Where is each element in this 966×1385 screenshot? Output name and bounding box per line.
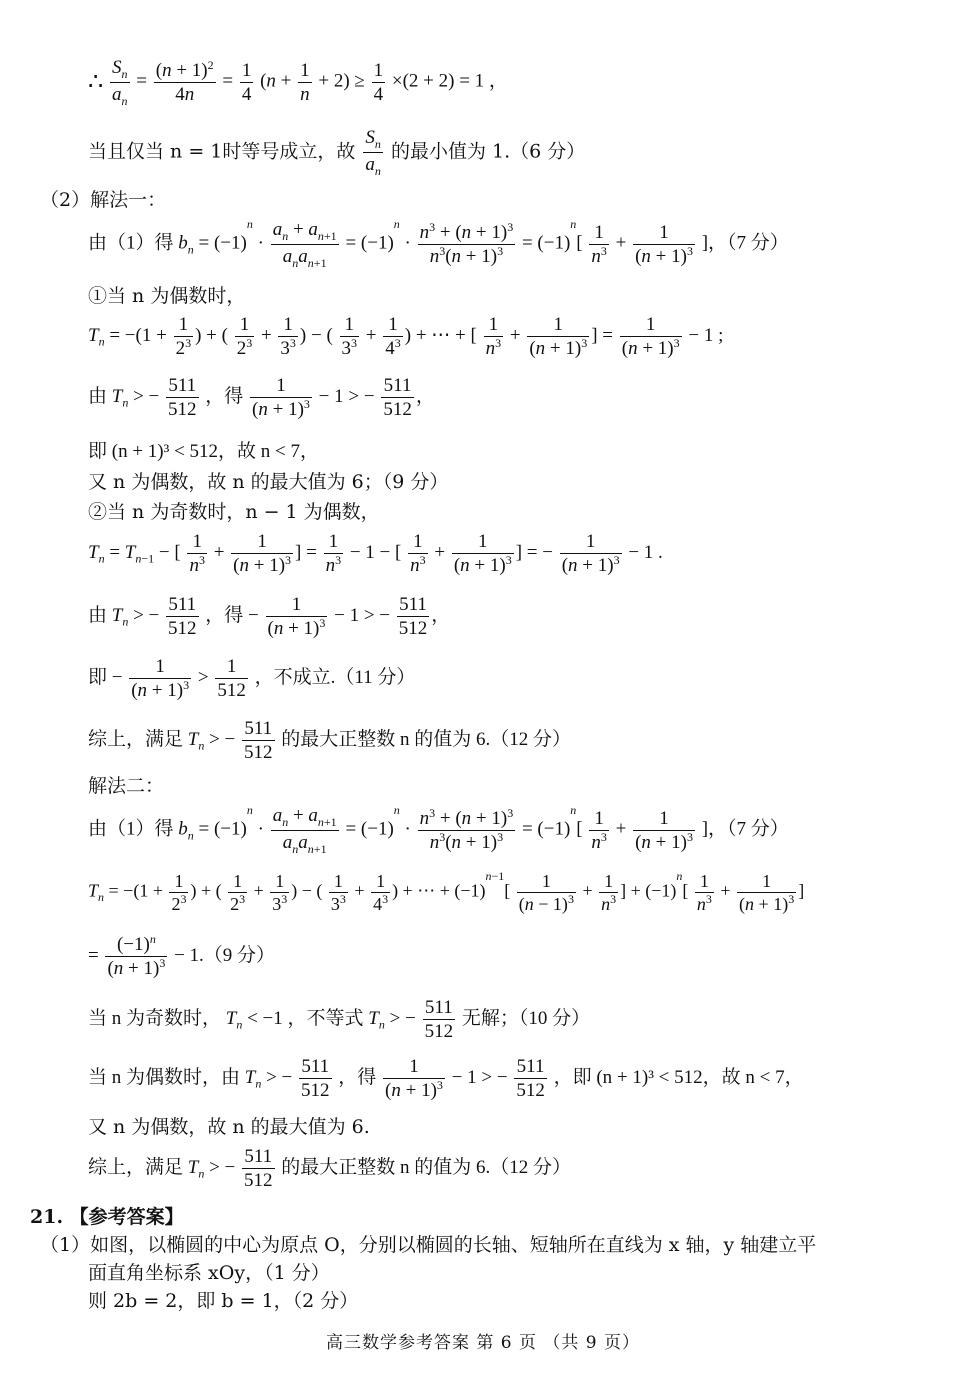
frac: $\frac{1}{2^3}$ [175,314,192,359]
frac: $\frac{1}{3^3}$ [280,314,296,359]
frac-1-n1cube: $\frac{1}{(n + 1)^3}$ [635,221,693,267]
text-segment: 由（1）得 [88,232,174,254]
text-segment: 的最大正整数 n 的值为 6.（12 分） [281,728,572,750]
frac-an-sum: $\frac{a_n + a_{n+1}}{a_na_{n+1}}$ [272,805,337,856]
text-segment: − 1 > − [318,385,375,407]
text-segment: 的最大正整数 n 的值为 6.（12 分） [281,1156,572,1178]
frac: $\frac{1}{(n + 1)^3}$ [561,531,620,576]
method2-heading: 解法二： [88,775,165,797]
frac: $\frac{1}{n^3}$ [696,871,712,914]
frac-1-n3: $\frac{1}{n^3}$ [591,807,607,853]
eq-line-6: $T_n = -(1$ + $\frac{1}{2^3}$ ) + ( $\frac{1}{2^3}$ + $\frac{1}{3^3}$ ) − ( $\frac{1}{3^3}$ + $\frac{1}{4^3}$ ) + ⋯ + [ $\frac{1}{n^3}$ + $\frac{1}{(n + 1)^3}$ ] = $\frac{1}{(n + 1)^3}$ − 1 ; [88,314,724,359]
frac: $\frac{1}{n^3}$ [601,871,617,914]
text-segment: 当 n 为偶数时，由 [88,1066,241,1088]
eq-line-4: 由（1）得 $b_n = (-1)^n$ · $\frac{a_n + a_{n+1}}{a_na_{n+1}}$ = $(-1)^n$ · $\frac{n^3 + (n + 1)^3}{n^3(n + 1)^3}$ = $(-1)^n$[ $\frac{1}{n^3}$ + $\frac{1}{(n + 1)^3}$ ]，（7 分） [88,217,789,270]
score: ，（7 分） [708,232,789,254]
text-segment: − 1 > − [334,604,391,626]
frac: $\frac{(-1)^n}{(n + 1)^3}$ [107,932,166,979]
case-even: ①当 n 为偶数时， [88,285,246,307]
score: ，（7 分） [708,818,789,840]
text-segment: ，得 [205,385,244,407]
frac-511-512: $\frac{511}{512}$ [383,375,412,420]
frac-511-512: $\frac{511}{512}$ [244,718,273,763]
text-segment: ，即 (n + 1)³ < 512，故 n < 7， [553,1066,804,1088]
frac-511-512: $\frac{511}{512}$ [244,1146,273,1191]
q21-line-2: 面直角坐标系 xOy，（1 分） [88,1262,330,1284]
page-footer: 高三数学参考答案 第 6 页 （共 9 页） [325,1333,641,1353]
frac-cubes: $\frac{n^3 + (n + 1)^3}{n^3(n + 1)^3}$ [419,805,514,853]
frac-an-sum: $\frac{a_n + a_{n+1}}{a_na_{n+1}}$ [272,219,337,270]
text-segment: ，得 [338,1066,377,1088]
text-segment: 由 [88,604,108,626]
text-segment: 当且仅当 n = 1时等号成立，故 [88,140,356,163]
frac-511-512: $\frac{511}{512}$ [424,997,454,1042]
text-segment: ，得 − [205,604,259,626]
case-odd: ②当 n 为奇数时，n − 1 为偶数， [88,501,380,523]
frac-sn-an: $\frac{S_n}{a_n}$ [112,57,128,108]
frac: $\frac{1}{3^3}$ [272,871,288,914]
frac: $\frac{1}{512}$ [217,656,246,701]
frac-511-512: $\frac{511}{512}$ [168,375,197,420]
text-segment: 当 n 为奇数时， [88,1007,222,1029]
q21-line-1: （1）如图，以椭圆的中心为原点 O，分别以椭圆的长轴、短轴所在直线为 x 轴，y 轴建立平 [40,1234,817,1256]
frac-1-4b: $\frac{1}{4}$ [373,59,384,105]
frac: $\frac{1}{2^3}$ [236,314,253,359]
frac: $\frac{1}{(n + 1)^3}$ [739,871,795,914]
q21-line-3: 则 2b = 2，即 b = 1，（2 分） [88,1290,359,1312]
frac: $\frac{1}{n^3}$ [325,531,342,576]
eq-tail: (2 + 2) = 1 ， [402,70,508,92]
frac: $\frac{1}{2^3}$ [171,871,187,914]
frac-n1sq-4n: $\frac{(n + 1)^2}{4n}$ [155,57,214,105]
eq-line-17: $T_n = -(1$ + $\frac{1}{2^3}$ ) + ( $\frac{1}{2^3}$ + $\frac{1}{3^3}$ ) − ( $\frac{1}{3^3}$ + $\frac{1}{4^3}$ ) + ⋯ + $(-1)^{n-1}$[ $\frac{1}{(n - 1)^3}$ + $\frac{1}{n^3}$ ] + $(-1)^n$[ $\frac{1}{n^3}$ + $\frac{1}{(n + 1)^3}$ ] [88,869,805,914]
eq-line-11: $T_n = T_{n-1}$ − [ $\frac{1}{n^3}$ + $\frac{1}{(n + 1)^3}$ ] = $\frac{1}{n^3}$ − 1 − [ $\frac{1}{n^3}$ + $\frac{1}{(n + 1)^3}$ ] = − $\frac{1}{(n + 1)^3}$ − 1 . [88,531,663,576]
frac: $\frac{1}{2^3}$ [230,871,246,914]
eq-line-16: 由（1）得 $b_n = (-1)^n$ · $\frac{a_n + a_{n+1}}{a_na_{n+1}}$ = $(-1)^n$ · $\frac{n^3 + (n + 1)^3}{n^3(n + 1)^3}$ = $(-1)^n$[ $\frac{1}{n^3}$ + $\frac{1}{(n + 1)^3}$ ]，（7 分） [88,803,789,856]
frac-sn-an-2: $\frac{S_n}{a_n}$ [365,127,381,178]
text-segment: 的最小值为 1.（6 分） [390,140,586,163]
frac: $\frac{1}{(n + 1)^3}$ [621,314,680,359]
frac-511-512: $\frac{511}{512}$ [301,1056,330,1101]
eq-line-18: = $\frac{(-1)^n}{(n + 1)^3}$ − 1.（9 分） [88,932,276,979]
frac: $\frac{1}{(n + 1)^3}$ [385,1056,443,1101]
frac: $\frac{1}{(n + 1)^3}$ [267,594,326,639]
eq-line-12: 由 $T_n$ > − $\frac{511}{512}$ ，得 − $\frac{1}{(n + 1)^3}$ − 1 > − $\frac{511}{512}$ ， [88,594,451,639]
eq-line-2 [88,128,585,177]
frac-511-512: $\frac{511}{512}$ [168,594,197,639]
frac: $\frac{1}{(n + 1)^3}$ [252,375,310,420]
eq-line-13: 即 − $\frac{1}{(n + 1)^3}$ > $\frac{1}{512}$ ，不成立.（11 分） [88,656,416,701]
eq-line-1: ∴ $\frac{S_n}{a_n}$ = $\frac{(n + 1)^2}{4n}$ = $\frac{1}{4}$ (n + $\frac{1}{n}$ + 2) ≥ $\frac{1}{4}$ ×(2 + 2) = 1 ， [88,57,508,108]
frac: $\frac{1}{(n + 1)^3}$ [233,531,292,576]
frac: $\frac{1}{n^3}$ [485,314,502,359]
frac: $\frac{1}{4^3}$ [385,314,401,359]
frac: $\frac{1}{n^3}$ [410,531,426,576]
score: − 1.（9 分） [174,944,276,966]
eq-line-19: 当 n 为奇数时， $T_n < -1$ ，不等式 $T_n$ > − $\frac{511}{512}$ 无解；（10 分） [88,997,591,1042]
q21-heading: 21. 【参考答案】 [30,1206,184,1228]
part2-heading: （2）解法一： [40,189,167,211]
eq-line-8: 即 (n + 1)³ < 512，故 n < 7， [88,441,319,462]
eq-line-9: 又 n 为偶数，故 n 的最大值为 6；（9 分） [88,471,449,493]
eq-line-22: 综上，满足 $T_n$ > − $\frac{511}{512}$ 的最大正整数 n 的值为 6.（12 分） [88,1146,572,1191]
text-segment: 由 [88,385,108,407]
frac: $\frac{1}{(n - 1)^3}$ [518,871,574,914]
therefore-symbol: ∴ [88,69,104,96]
frac-1-4: $\frac{1}{4}$ [241,59,252,105]
frac-1-n: $\frac{1}{n}$ [300,59,310,105]
frac: $\frac{1}{3^3}$ [330,871,346,914]
frac: $\frac{1}{(n + 1)^3}$ [529,314,588,359]
text-segment: 无解；（10 分） [461,1007,591,1029]
frac: $\frac{1}{4^3}$ [373,871,389,914]
eq-line-21: 又 n 为偶数，故 n 的最大值为 6. [88,1116,370,1138]
frac: $\frac{1}{(n + 1)^3}$ [131,656,190,701]
text-segment: 由（1）得 [88,818,174,840]
frac-1-n3: $\frac{1}{n^3}$ [591,221,607,267]
frac-cubes: $\frac{n^3 + (n + 1)^3}{n^3(n + 1)^3}$ [419,219,514,267]
frac-511-512: $\frac{511}{512}$ [516,1056,545,1101]
eq-line-14: 综上，满足 $T_n$ > − $\frac{511}{512}$ 的最大正整数 n 的值为 6.（12 分） [88,718,572,763]
frac: $\frac{1}{3^3}$ [341,314,358,359]
text-segment: 综上，满足 [88,728,184,750]
frac-1-n1cube: $\frac{1}{(n + 1)^3}$ [635,807,693,853]
eq-line-7: 由 $T_n$ > − $\frac{511}{512}$ ，得 $\frac{1}{(n + 1)^3}$ − 1 > − $\frac{511}{512}$ ， [88,375,435,420]
text-segment: 即 − [88,666,123,688]
frac: $\frac{1}{(n + 1)^3}$ [453,531,512,576]
eq-line-20: 当 n 为偶数时，由 $T_n$ > − $\frac{511}{512}$ ，得 $\frac{1}{(n + 1)^3}$ − 1 > − $\frac{511}{512}$ ，即 (n + 1)³ < 512，故 n < 7， [88,1056,804,1101]
text-segment: ，不等式 [287,1007,364,1029]
frac: $\frac{1}{n^3}$ [189,531,205,576]
text-segment: ，不成立.（11 分） [254,666,416,688]
text-segment: 综上，满足 [88,1156,184,1178]
frac-511-512: $\frac{511}{512}$ [398,594,428,639]
